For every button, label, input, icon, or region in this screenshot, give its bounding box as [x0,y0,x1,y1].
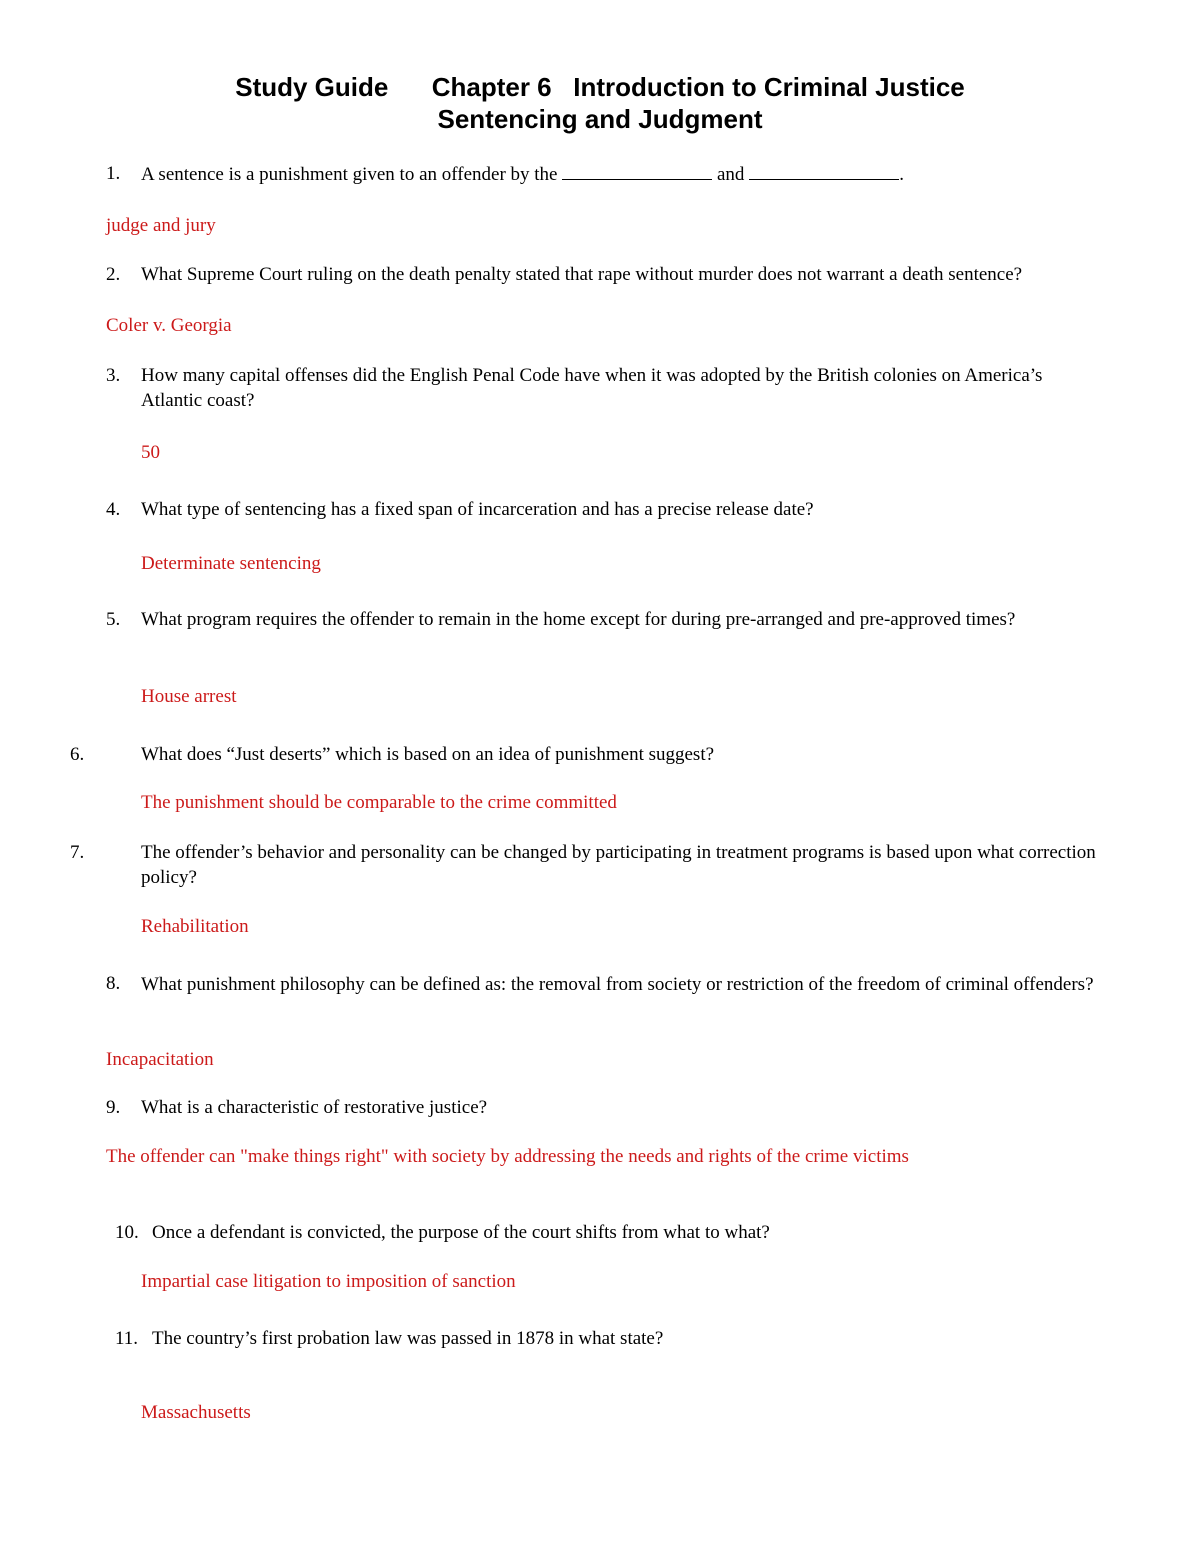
answer-blank [562,161,712,180]
question-text: What type of sentencing has a fixed span of incarceration and has a precise release date? [141,499,814,520]
question-number: 7. [70,842,85,863]
question-text-part: A sentence is a punishment given to an offender by the [141,164,563,185]
question-number: 4. [106,499,121,520]
answer-text: House arrest [141,686,237,707]
document-subtitle: Sentencing and Judgment [437,104,763,134]
question-text: What program requires the offender to remain in the home except for during pre-arranged and pre-approved times? [141,609,1016,630]
answer-text: judge and jury [106,215,216,236]
question-number: 11. [115,1328,139,1349]
question-text-part: and [712,164,750,185]
question-text [141,161,1131,187]
question-number: 6. [70,744,85,765]
question-text: What punishment philosophy can be defined as: the removal from society or restriction of the freedom of criminal offenders? [141,974,1094,995]
answer-text: Incapacitation [106,1049,214,1070]
answer-text: The offender can "make things right" with society by addressing the needs and rights of the crime victims [106,1146,909,1167]
answer-text: Massachusetts [141,1402,251,1423]
answer-text: The punishment should be comparable to the crime committed [141,792,617,813]
question-number: 10. [115,1222,139,1243]
question-text: What Supreme Court ruling on the death penalty stated that rape without murder does not warrant a death sentence? [141,264,1023,285]
document-title: Study Guide Chapter 6 Introduction to Criminal Justice [235,72,965,102]
answer-text: Impartial case litigation to imposition of sanction [141,1271,516,1292]
question-text: How many capital offenses did the English Penal Code have when it was adopted by the British colonies on America’s Atlantic coast? [141,365,1043,411]
question-number: 1. [106,163,121,184]
question-text: The country’s first probation law was passed in 1878 in what state? [152,1328,664,1349]
answer-text: Rehabilitation [141,916,249,937]
question-text: The offender’s behavior and personality can be changed by participating in treatment programs is based upon what correction policy? [141,842,1096,888]
answer-text: 50 [141,442,160,463]
answer-text: Coler v. Georgia [106,315,232,336]
question-number: 2. [106,264,121,285]
question-number: 3. [106,365,121,386]
answer-blank [749,161,899,180]
question-text: Once a defendant is convicted, the purpose of the court shifts from what to what? [152,1222,770,1243]
question-text: What does “Just deserts” which is based on an idea of punishment suggest? [141,744,715,765]
question-text: What is a characteristic of restorative justice? [141,1097,488,1118]
question-number: 5. [106,609,121,630]
question-number: 9. [106,1097,121,1118]
question-text-part: . [899,164,904,185]
answer-text: Determinate sentencing [141,553,321,574]
question-number: 8. [106,973,121,994]
